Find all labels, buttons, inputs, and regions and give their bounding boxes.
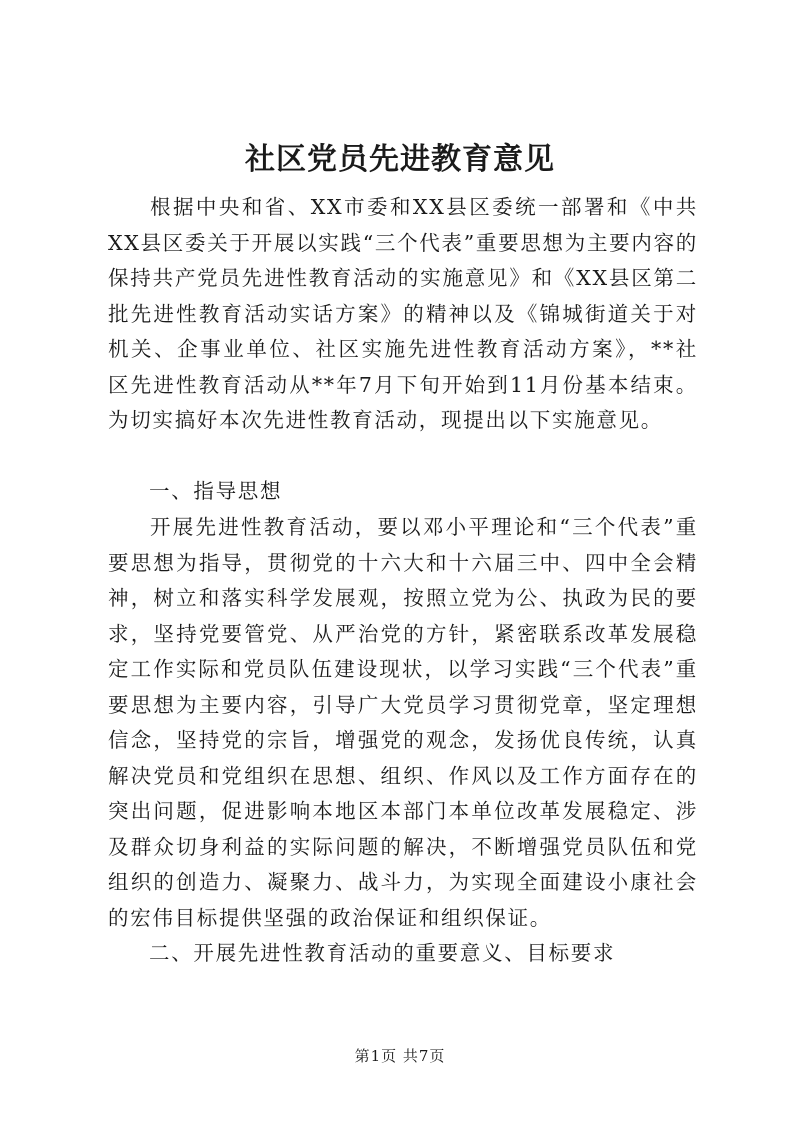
section1-paragraph: 开展先进性教育活动，要以邓小平理论和“三个代表”重要思想为指导，贯彻党的十六大和十六届三中、四中全会精神，树立和落实科学发展观，按照立党为公、执政为民的要求，坚持党要管党、从严治党的方针，紧密联系改革发展稳定工作实际和党员队伍建设现状，以学习实践“三个代表”重要思想为主要内容，引导广大党员学习贯彻党章，坚定理想信念，坚持党的宗旨，增强党的观念，发扬优良传统，认真解决党员和党组织在思想、组织、作风以及工作方面存在的突出问题，促进影响本地区本部门本单位改革发展稳定、涉及群众切身利益的实际问题的解决，不断增强党员队伍和党组织的创造力、凝聚力、战斗力，为实现全面建设小康社会的宏伟目标提供坚强的政治保证和组织保证。 (108, 515, 698, 930)
page-indicator: 第1页 共7页 (354, 1047, 446, 1065)
intro-paragraph: 根据中央和省、XX市委和XX县区委统一部署和《中共XX县区委关于开展以实践“三个代表”重要思想为主要内容的保持共产党员先进性教育活动的实施意见》和《XX县区第二批先进性教育活动实话方案》的精神以及《锦城街道关于对机关、企事业单位、社区实施先进性教育活动方案》，**社区先进性教育活动从**年7月下旬开始到11月份基本结束。为切实搞好本次先进性教育活动，现提出以下实施意见。 (108, 195, 698, 432)
section1-heading: 一、指导思想 (149, 479, 283, 503)
document-title: 社区党员先进教育意见 (245, 142, 555, 177)
section2-heading: 二、开展先进性教育活动的重要意义、目标要求 (149, 941, 616, 965)
